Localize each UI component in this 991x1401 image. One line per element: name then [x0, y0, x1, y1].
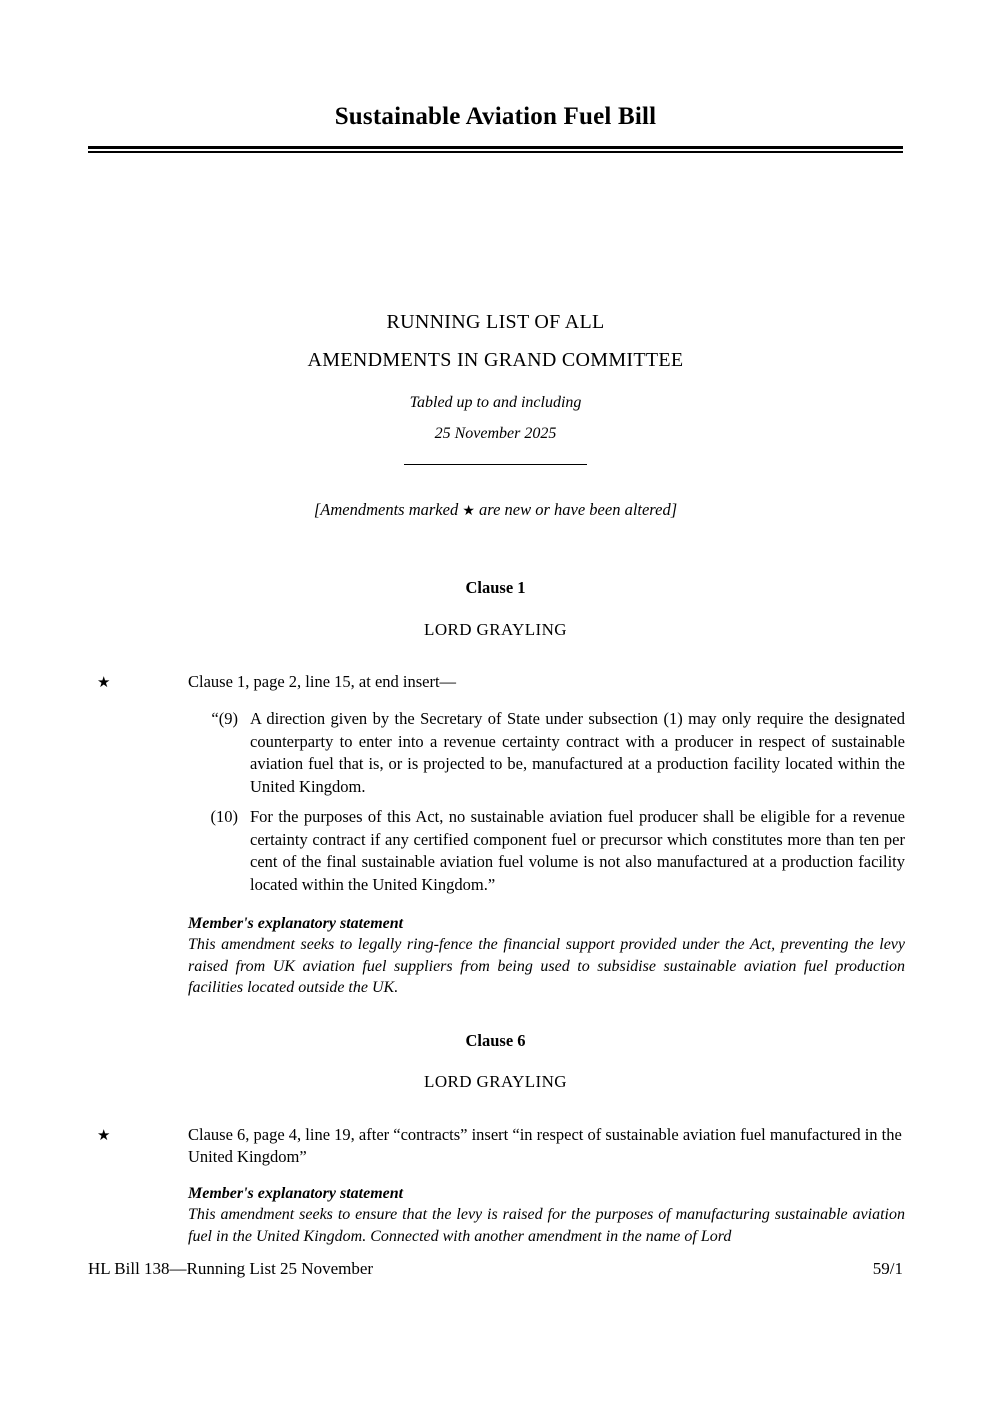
subparagraph-text-9: A direction given by the Secretary of State under subsection (1) may only require the designated counterparty to enter into a revenue certainty contract with a producer in respect of sustainable aviation fuel that is, or is projected to be, manufactured at a production facility located within the United Kingdom. — [250, 709, 905, 796]
explanatory-statement-body-2: This amendment seeks to ensure that the levy is raised for the purposes of manufacturing sustainable aviation fuel in the United Kingdom. Connected with another amendment in the name of Lord — [188, 1206, 905, 1245]
subparagraph-number-9: “(9) — [211, 709, 238, 728]
header-line-1: RUNNING LIST OF ALL — [386, 311, 605, 333]
amendment-instruction-1: Clause 1, page 2, line 15, at end insert— — [188, 672, 457, 691]
subparagraph-9 — [188, 708, 905, 798]
page-title: Sustainable Aviation Fuel Bill — [334, 103, 657, 130]
header-divider-rule — [404, 464, 587, 465]
amendment-row-1 — [88, 671, 905, 693]
clause-heading-1: Clause 1 — [465, 578, 526, 597]
title-double-rule — [88, 146, 903, 153]
clause-heading-2: Clause 6 — [465, 1031, 526, 1050]
subparagraph-text-10: For the purposes of this Act, no sustainable aviation fuel producer shall be eligible for a revenue certainty contract if any certified component fuel or precursor which constitutes more than ten per cent of the final sustainable aviation fuel volume is not also manufactured at a production facility located within the United Kingdom.” — [250, 807, 905, 894]
header-line-2: AMENDMENTS IN GRAND COMMITTEE — [307, 349, 684, 371]
footer-bill-reference: HL Bill 138—Running List 25 November — [88, 1259, 374, 1278]
amendment-instruction-2: Clause 6, page 4, line 19, after “contracts” insert “in respect of sustainable aviation fuel manufactured in the United Kingdom” — [188, 1125, 902, 1166]
subparagraph-10 — [188, 806, 905, 896]
star-legend-prefix: [Amendments marked — [313, 500, 463, 519]
tabled-label: Tabled up to and including — [409, 394, 582, 411]
new-amendment-star-icon: ★ — [97, 675, 111, 691]
explanatory-statement-body-1: This amendment seeks to legally ring-fence the financial support provided under the Act, preventing the levy raised from UK aviation fuel suppliers from being used to subsidise sustainable aviation fuel production facilities located outside the UK. — [188, 936, 905, 996]
page-footer — [88, 1259, 903, 1279]
footer-page-number: 59/1 — [872, 1259, 903, 1278]
sponsor-name-1: LORD GRAYLING — [424, 620, 567, 639]
amendment-row-2 — [88, 1124, 905, 1168]
new-amendment-star-icon-2: ★ — [97, 1128, 111, 1144]
star-legend-note — [88, 500, 903, 520]
star-legend-suffix: are new or have been altered] — [474, 500, 678, 519]
star-icon: ★ — [462, 504, 475, 519]
sponsor-name-2: LORD GRAYLING — [424, 1072, 567, 1091]
explanatory-statement-1 — [188, 913, 905, 999]
tabled-date: 25 November 2025 — [434, 425, 557, 442]
subparagraph-number-10: (10) — [210, 807, 238, 826]
rule-thin — [88, 151, 903, 153]
header-block — [88, 303, 903, 449]
explanatory-statement-title-2: Member's explanatory statement — [188, 1185, 404, 1202]
explanatory-statement-2 — [188, 1183, 905, 1247]
explanatory-statement-title-1: Member's explanatory statement — [188, 915, 404, 932]
